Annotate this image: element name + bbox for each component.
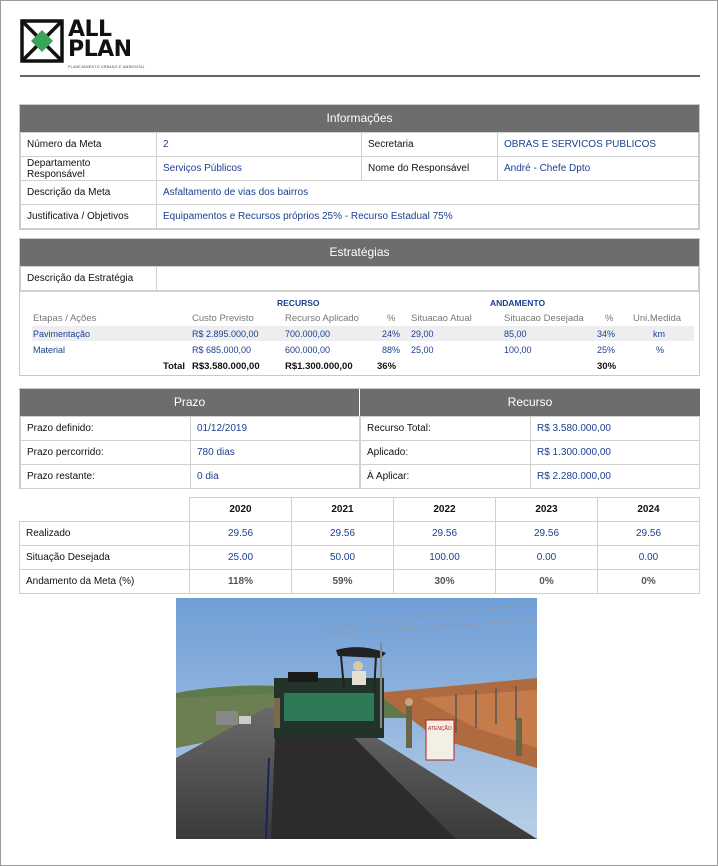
yearly-cell: 30% — [394, 570, 496, 594]
logo-mark-icon — [20, 19, 64, 63]
strategy-cell: % — [656, 345, 665, 355]
table-row — [21, 465, 360, 489]
strategy-cell: km — [653, 329, 665, 339]
strategy-cell: R$ 685.000,00 — [192, 345, 252, 355]
info-value: Equipamentos e Recursos próprios 25% - Recurso Estadual 75% — [157, 205, 699, 229]
yearly-cell: 29.56 — [190, 522, 292, 546]
strategy-cell: 24% — [382, 329, 401, 339]
column-header: Custo Previsto — [192, 313, 254, 324]
table-row — [20, 522, 700, 546]
recurso-value: R$ 1.300.000,00 — [531, 441, 700, 465]
year-header: 2023 — [496, 498, 598, 522]
yearly-cell: 50.00 — [292, 546, 394, 570]
info-section — [19, 104, 700, 230]
yearly-cell: 118% — [190, 570, 292, 594]
table-row — [361, 417, 700, 441]
info-label: Departamento Responsável — [21, 157, 157, 181]
yearly-cell: 59% — [292, 570, 394, 594]
info-label: Nome do Responsável — [362, 157, 498, 181]
strategy-desc-value — [157, 267, 699, 291]
info-label: Secretaria — [362, 133, 498, 157]
empty-cell — [20, 498, 190, 522]
road-paving-illustration — [176, 598, 537, 839]
info-table — [20, 132, 699, 229]
group-andamento-header: ANDAMENTO — [490, 298, 546, 308]
recurso-label: Aplicado: — [361, 441, 531, 465]
road-paving-photo — [176, 598, 537, 839]
prazo-value: 0 dia — [191, 465, 360, 489]
strategy-desc-label: Descrição da Estratégia — [21, 267, 157, 291]
table-row — [21, 157, 699, 181]
info-value: Asfaltamento de vias dos bairros — [157, 181, 699, 205]
year-header: 2022 — [394, 498, 496, 522]
info-value: 2 — [157, 133, 362, 157]
table-row — [21, 441, 360, 465]
strategy-cell: 85,00 — [504, 329, 527, 339]
strategy-cell: 700.000,00 — [285, 329, 331, 339]
column-header: % — [605, 313, 614, 324]
info-value: André - Chefe Dpto — [498, 157, 699, 181]
prazo-title: Prazo — [20, 389, 360, 416]
row-highlight — [32, 326, 694, 341]
prazo-panel — [20, 389, 360, 489]
logo-line1: ALL — [68, 17, 112, 42]
strategy-cell: 88% — [382, 345, 401, 355]
strategy-cell: Material — [33, 345, 66, 355]
year-header: 2021 — [292, 498, 394, 522]
column-header: Situacao Desejada — [504, 313, 584, 324]
prazo-label: Prazo restante: — [21, 465, 191, 489]
table-row — [20, 570, 700, 594]
total-pct: 36% — [377, 361, 397, 372]
table-row — [361, 465, 700, 489]
info-value: OBRAS E SERVICOS PUBLICOS — [498, 133, 699, 157]
yearly-row-label: Situação Desejada — [20, 546, 190, 570]
recurso-title: Recurso — [360, 389, 700, 416]
prazo-label: Prazo percorrido: — [21, 441, 191, 465]
prazo-value: 01/12/2019 — [191, 417, 360, 441]
recurso-table — [360, 416, 700, 489]
strategy-cell: 25,00 — [411, 345, 434, 355]
prazo-label: Prazo definido: — [21, 417, 191, 441]
table-row — [20, 498, 700, 522]
table-row — [21, 205, 699, 229]
info-label: Número da Meta — [21, 133, 157, 157]
total-label: Total — [163, 361, 185, 372]
yearly-cell: 0% — [496, 570, 598, 594]
yearly-cell: 100.00 — [394, 546, 496, 570]
strategy-cell: 600.000,00 — [285, 345, 331, 355]
logo-tagline: PLANEJAMENTO URBANO E AMBIENTAL — [68, 65, 146, 69]
group-recurso-header: RECURSO — [277, 298, 320, 308]
yearly-row-label: Andamento da Meta (%) — [20, 570, 190, 594]
recurso-value: R$ 2.280.000,00 — [531, 465, 700, 489]
recurso-value: R$ 3.580.000,00 — [531, 417, 700, 441]
yearly-cell: 25.00 — [190, 546, 292, 570]
strategy-desc-table — [20, 266, 699, 291]
info-label: Descrição da Meta — [21, 181, 157, 205]
allplan-logo — [20, 19, 160, 73]
column-header: Recurso Aplicado — [285, 313, 359, 324]
yearly-cell: 29.56 — [496, 522, 598, 546]
total-pct2: 30% — [597, 361, 617, 372]
yearly-table — [19, 497, 700, 594]
column-header: Uni.Medida — [633, 313, 682, 324]
yearly-row-label: Realizado — [20, 522, 190, 546]
header-divider — [20, 75, 700, 77]
yearly-cell: 29.56 — [394, 522, 496, 546]
table-row — [21, 181, 699, 205]
column-header: Situacao Atual — [411, 313, 472, 324]
table-row — [21, 133, 699, 157]
recurso-label: Recurso Total: — [361, 417, 531, 441]
recurso-label: À Aplicar: — [361, 465, 531, 489]
yearly-cell: 0.00 — [598, 546, 700, 570]
strategy-cell: Pavimentação — [33, 329, 91, 339]
table-row — [20, 546, 700, 570]
prazo-value: 780 dias — [191, 441, 360, 465]
strategy-cell: 25% — [597, 345, 616, 355]
table-row — [21, 267, 699, 291]
total-aplicado: R$1.300.000,00 — [285, 361, 353, 372]
strategy-table — [20, 291, 699, 375]
strategy-cell: 29,00 — [411, 329, 434, 339]
logo-wordmark — [68, 17, 132, 62]
info-title: Informações — [20, 105, 699, 132]
year-header: 2024 — [598, 498, 700, 522]
yearly-cell: 29.56 — [292, 522, 394, 546]
strategy-cell: 100,00 — [504, 345, 532, 355]
yearly-cell: 0.00 — [496, 546, 598, 570]
strategies-title: Estratégias — [20, 239, 699, 266]
table-row — [361, 441, 700, 465]
column-header: Etapas / Ações — [33, 313, 97, 324]
total-custo: R$3.580.000,00 — [192, 361, 260, 372]
strategies-section — [19, 238, 700, 376]
sign-text: ATENÇÃO — [428, 726, 452, 732]
strategy-cell: R$ 2.895.000,00 — [192, 329, 259, 339]
logo-line2: PLAN — [68, 37, 132, 62]
prazo-table — [20, 416, 360, 489]
recurso-panel — [360, 389, 700, 489]
yearly-cell: 29.56 — [598, 522, 700, 546]
strategy-cell: 34% — [597, 329, 616, 339]
yearly-cell: 0% — [598, 570, 700, 594]
year-header: 2020 — [190, 498, 292, 522]
column-header: % — [387, 313, 396, 324]
prazo-recurso-section — [19, 388, 700, 489]
info-value: Serviços Públicos — [157, 157, 362, 181]
table-row — [21, 417, 360, 441]
info-label: Justificativa / Objetivos — [21, 205, 157, 229]
